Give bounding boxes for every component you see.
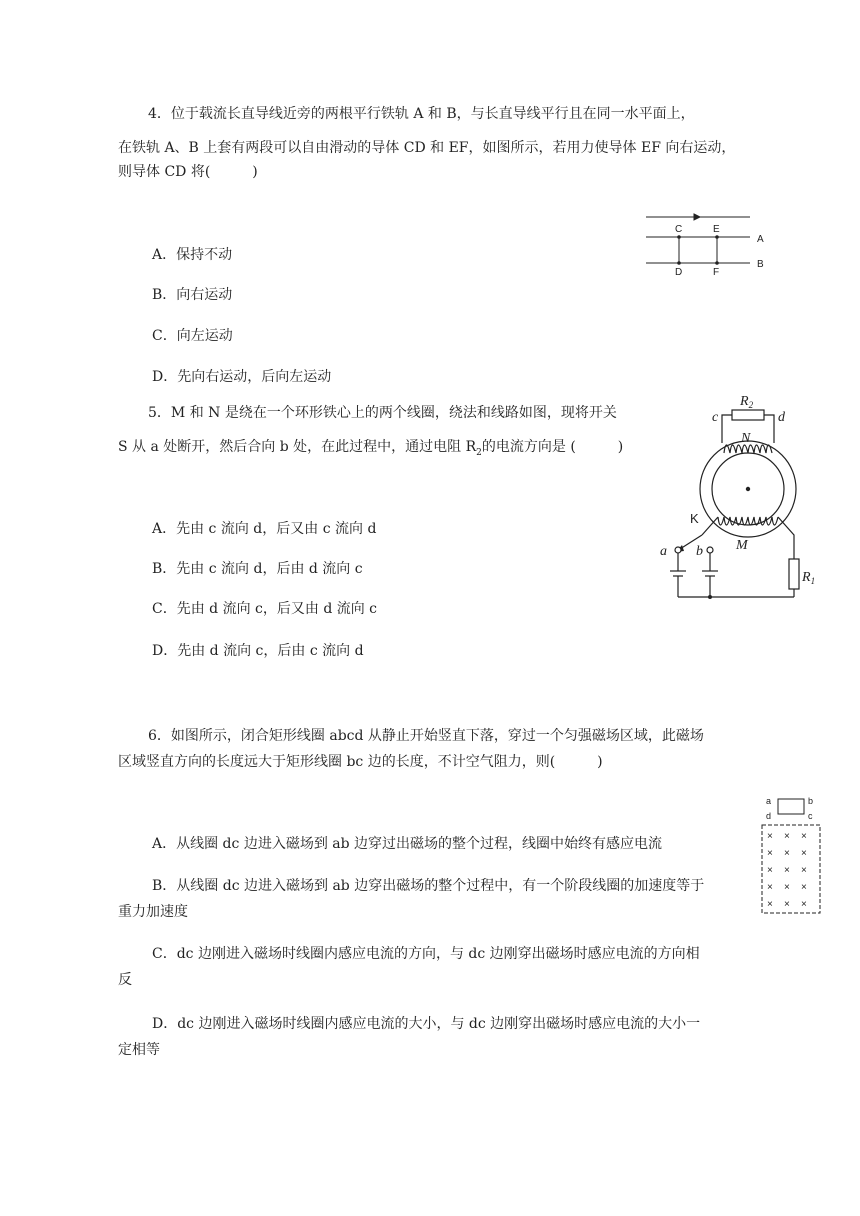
current-arrow-icon — [694, 214, 700, 220]
field-mark: × — [767, 831, 773, 842]
q5-option-d[interactable]: D．先由 d 流向 c，后由 c 流向 d — [152, 643, 364, 659]
label-c: C — [675, 224, 683, 235]
q6-stem-line-1: 6．如图所示，闭合矩形线圈 abcd 从静止开始竖直下落，穿过一个匀强磁场区域，此磁场 — [148, 728, 704, 744]
q6-option-d-line-1[interactable]: D．dc 边刚进入磁场时线圈内感应电流的大小，与 dc 边刚穿出磁场时感应电流的大小一 — [152, 1016, 701, 1032]
field-mark: × — [767, 848, 773, 859]
terminal-b — [707, 547, 713, 553]
label-r2-letter: R — [740, 394, 749, 409]
q4-option-d[interactable]: D．先向右运动，后向左运动 — [152, 369, 332, 385]
label-r1 — [801, 570, 815, 586]
label-e: E — [713, 224, 720, 235]
label-c: c — [712, 410, 719, 425]
field-mark: × — [784, 899, 790, 910]
label-a: a — [660, 544, 667, 559]
q6-stem-line-2: 区域竖直方向的长度远大于矩形线圈 bc 边的长度，不计空气阻力，则( ) — [118, 754, 603, 770]
field-mark: × — [784, 882, 790, 893]
q6-option-b-line-1[interactable]: B．从线圈 dc 边进入磁场到 ab 边穿出磁场的整个过程中，有一个阶段线圈的加速度等于 — [152, 878, 705, 894]
label-r1-sub: 1 — [810, 576, 816, 586]
label-k: K — [690, 511, 699, 526]
field-mark: × — [767, 899, 773, 910]
q5-option-b[interactable]: B．先由 c 流向 d，后由 d 流向 c — [152, 561, 363, 577]
resistor-r2 — [732, 410, 764, 420]
q6-coil-field-figure — [758, 790, 828, 920]
q5-stem-line-2a: S 从 a 处断开，然后合向 b 处，在此过程中，通过电阻 R — [118, 439, 477, 455]
label-r1-letter: R — [802, 570, 811, 585]
label-a: a — [766, 796, 772, 806]
q5-stem-sub: 2 — [476, 447, 482, 458]
coil-abcd — [778, 799, 804, 814]
field-mark: × — [801, 848, 807, 859]
q6-option-c-line-2[interactable]: 反 — [118, 972, 132, 988]
q5-option-c[interactable]: C．先由 d 流向 c，后又由 d 流向 c — [152, 601, 378, 617]
q5-stem-line-2b: 的电流方向是 ( ) — [481, 439, 624, 455]
field-mark: × — [801, 882, 807, 893]
field-marks — [767, 831, 807, 910]
q6-option-c-line-1[interactable]: C．dc 边刚进入磁场时线圈内感应电流的方向，与 dc 边刚穿出磁场时感应电流的方向相 — [152, 946, 700, 962]
coil-n — [724, 445, 772, 453]
label-rail-a: A — [757, 234, 764, 245]
resistor-r1 — [789, 559, 799, 589]
label-m: M — [736, 538, 748, 553]
q4-option-b[interactable]: B．向右运动 — [152, 287, 233, 303]
label-rail-b: B — [757, 259, 764, 270]
field-mark: × — [767, 865, 773, 876]
field-mark: × — [784, 831, 790, 842]
label-f: F — [713, 267, 720, 278]
label-b: b — [696, 544, 703, 559]
q5-stem-line-1: 5．M 和 N 是绕在一个环形铁心上的两个线圈，绕法和线路如图，现将开关 — [148, 405, 617, 421]
q5-stem-line-2 — [118, 437, 623, 463]
label-r2-sub: 2 — [748, 400, 754, 410]
label-d: d — [766, 811, 772, 821]
label-b: b — [808, 796, 814, 806]
q4-rails-figure — [640, 205, 780, 285]
label-d: d — [778, 410, 785, 425]
label-d: D — [675, 267, 683, 278]
q6-option-a[interactable]: A．从线圈 dc 边进入磁场到 ab 边穿过出磁场的整个过程，线圈中始终有感应电流 — [152, 836, 663, 852]
q4-stem-line-3: 则导体 CD 将( ) — [118, 164, 258, 180]
terminal-a — [675, 547, 681, 553]
field-mark: × — [784, 865, 790, 876]
q6-option-b-line-2[interactable]: 重力加速度 — [118, 904, 188, 920]
q5-option-a[interactable]: A．先由 c 流向 d，后又由 c 流向 d — [152, 521, 377, 537]
field-mark: × — [784, 848, 790, 859]
q5-toroid-circuit-figure — [648, 385, 838, 605]
label-n: N — [741, 431, 751, 446]
q4-option-a[interactable]: A．保持不动 — [152, 247, 233, 263]
label-r2 — [739, 394, 754, 410]
field-mark: × — [801, 865, 807, 876]
label-c: c — [808, 811, 813, 821]
field-mark: × — [801, 831, 807, 842]
q4-option-c[interactable]: C．向左运动 — [152, 328, 233, 344]
q4-stem-line-1: 4．位于载流长直导线近旁的两根平行铁轨 A 和 B，与长直导线平行且在同一水平面上， — [148, 106, 695, 122]
field-mark: × — [801, 899, 807, 910]
q4-stem-line-2: 在铁轨 A、B 上套有两段可以自由滑动的导体 CD 和 EF，如图所示，若用力使导体 EF 向右运动， — [118, 140, 736, 156]
q6-option-d-line-2[interactable]: 定相等 — [118, 1042, 160, 1058]
field-mark: × — [767, 882, 773, 893]
